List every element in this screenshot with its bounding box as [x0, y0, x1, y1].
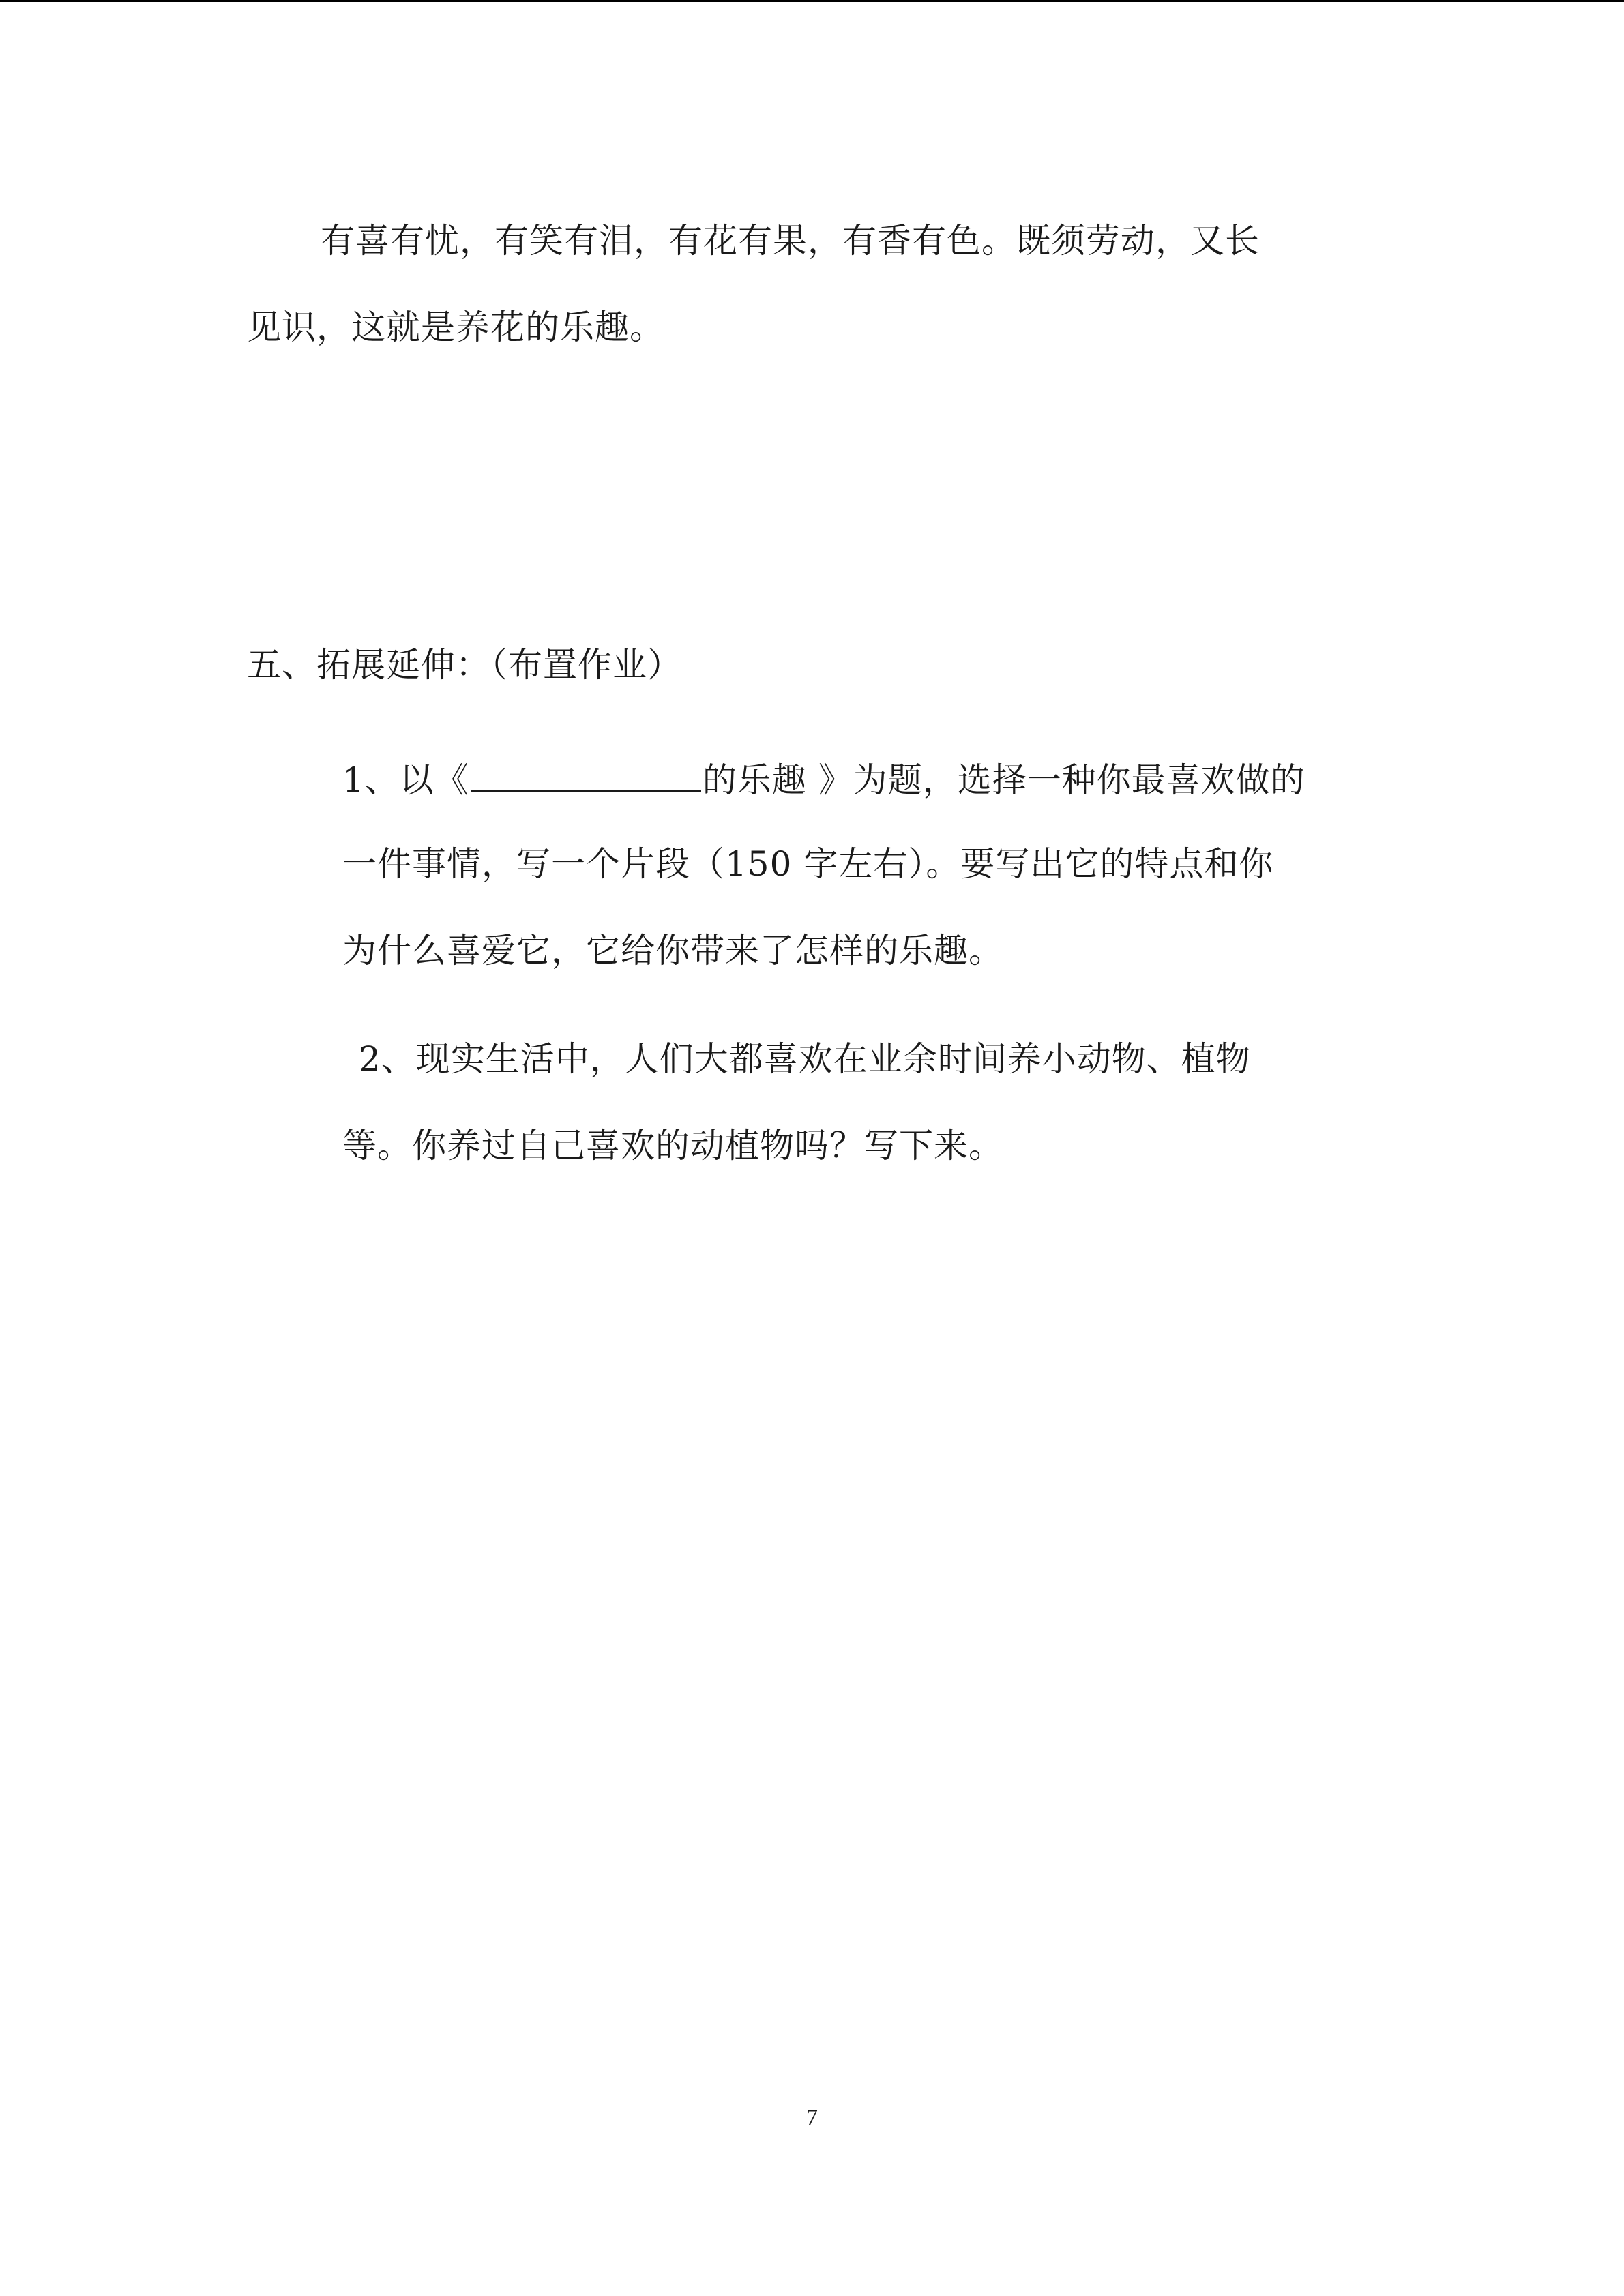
intro-paragraph-line-2: 见识，这就是养花的乐趣。	[247, 308, 664, 347]
section-heading: 五、拓展延伸：（布置作业）	[247, 645, 682, 685]
title-fill-blank[interactable]	[471, 756, 701, 792]
task-1-line-3: 为什么喜爱它，它给你带来了怎样的乐趣。	[342, 931, 1003, 970]
task-1-blank-suffix: 的乐趣 》为题，选择一种你最喜欢做的	[702, 760, 1305, 800]
intro-paragraph-line-1: 有喜有忧，有笑有泪，有花有果，有香有色。既须劳动，又长	[321, 221, 1260, 260]
task-1-prefix: 1、以《	[342, 760, 469, 800]
task-2-line-1: 2、现实生活中，人们大都喜欢在业余时间养小动物、植物	[359, 1039, 1251, 1079]
task-1-line-1	[342, 756, 1305, 802]
task-2-line-2: 等。你养过自己喜欢的动植物吗？写下来。	[342, 1126, 1003, 1165]
task-1-line-2: 一件事情，写一个片段（150 字左右）。要写出它的特点和你	[342, 844, 1274, 884]
page-number: 7	[806, 2105, 818, 2130]
